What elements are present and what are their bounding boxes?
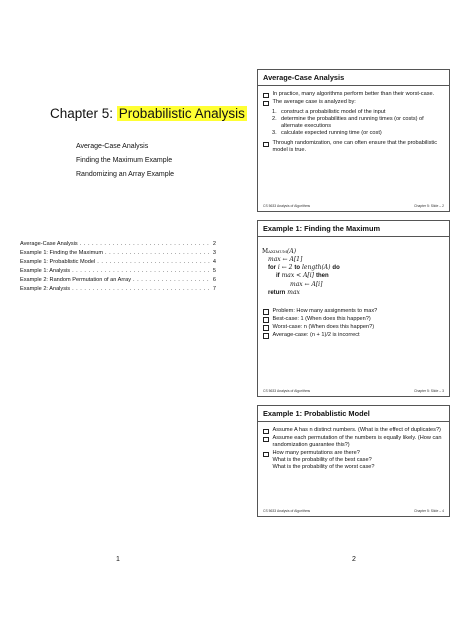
checkbox-bullet-icon [263, 142, 269, 148]
toc-entry-page: 3 [212, 250, 216, 256]
numbered-item: 2. determine the probabilities and running times (or costs) of alternate executions [272, 116, 424, 129]
toc-entry-label: Example 2: Analysis [20, 286, 71, 292]
chapter-title-highlight: Probabilistic Analysis [118, 106, 245, 121]
numbered-item: 3. calculate expected running time (or cost) [272, 130, 382, 136]
slide-body [262, 91, 445, 155]
pseudocode-block: Maximum(A) max ← A[1] for i ← 2 to length(A) do if max < A[i] then max ← A[i] return max [262, 248, 340, 296]
bullet-item: Best-case: 1 (When does this happen?) [262, 316, 445, 323]
checkbox-bullet-icon [263, 429, 269, 435]
checkbox-bullet-icon [263, 452, 269, 458]
toc-entry[interactable] [20, 268, 216, 274]
checkbox-bullet-icon [263, 93, 269, 99]
slide-finding-maximum [257, 220, 450, 397]
checkbox-bullet-icon [263, 333, 269, 339]
toc-entry[interactable] [20, 286, 216, 292]
slide-body [262, 248, 445, 340]
checkbox-bullet-icon [263, 101, 269, 107]
chapter-title [50, 106, 247, 121]
bullet-item: Worst-case: n (When does this happen?) [262, 324, 445, 331]
toc-entry-label: Average-Case Analysis [20, 241, 78, 247]
toc-entry-page: 2 [212, 241, 216, 247]
bullet-item: The average case is analyzed by: [262, 99, 445, 106]
toc-entry-page: 6 [212, 277, 216, 283]
bullet-item: Assume A has n distinct numbers. (What is the effect of duplicates?) [262, 427, 445, 434]
toc-entry[interactable] [20, 277, 216, 283]
bullet-item: How many permutations are there? What is the probability of the best case? What is the probability of the worst case? [262, 450, 445, 471]
slide-title: Example 1: Finding the Maximum [258, 221, 449, 237]
slide-title: Example 1: Probablistic Model [258, 406, 449, 422]
toc-entry[interactable] [20, 250, 216, 256]
slide-footer: CS 5633 Analysis of Algorithms Chapter 5: Slide – 4 [263, 509, 444, 513]
slide-probabilistic-model [257, 405, 450, 517]
slide-average-case [257, 69, 450, 212]
toc-entry-label: Example 1: Finding the Maximum [20, 250, 104, 256]
slide-body [262, 427, 445, 472]
toc-entry-label: Example 1: Probablistic Model [20, 259, 96, 265]
bullet-item: Problem: How many assignments to max? [262, 308, 445, 315]
slide-title: Average-Case Analysis [258, 70, 449, 86]
bullet-item: Average-case: (n + 1)/2 is incorrect [262, 332, 445, 339]
slide-footer: CS 5633 Analysis of Algorithms Chapter 5: Slide – 3 [263, 389, 444, 393]
bullet-item: Assume each permutation of the numbers is equally likely. (How can randomization guarantee this?) [262, 435, 445, 449]
toc-entry-page: 5 [212, 268, 216, 274]
checkbox-bullet-icon [263, 325, 269, 331]
toc-entry-page: 7 [212, 286, 216, 292]
toc-entry-page: 4 [212, 259, 216, 265]
toc-entry-label: Example 1: Analysis [20, 268, 71, 274]
checkbox-bullet-icon [263, 437, 269, 443]
chapter-title-prefix: Chapter 5: [50, 106, 117, 121]
page-number-left: 1 [116, 556, 120, 563]
bullet-item: Through randomization, one can often ensure that the probabilistic model is true. [262, 140, 445, 154]
checkbox-bullet-icon [263, 309, 269, 315]
checkbox-bullet-icon [263, 317, 269, 323]
topic-item: Randomizing an Array Example [76, 171, 175, 178]
numbered-item: 1. construct a probabilistic model of the input [272, 109, 386, 115]
topic-item: Finding the Maximum Example [76, 157, 173, 164]
toc-entry[interactable] [20, 241, 216, 247]
slide-footer: CS 5633 Analysis of Algorithms Chapter 5: Slide – 2 [263, 204, 444, 208]
toc-entry-label: Example 2: Random Permutation of an Array [20, 277, 131, 283]
topic-item: Average-Case Analysis [76, 143, 149, 150]
bullet-item: In practice, many algorithms perform better than their worst-case. [262, 91, 445, 98]
toc-entry[interactable] [20, 259, 216, 265]
page-number-right: 2 [352, 556, 356, 563]
